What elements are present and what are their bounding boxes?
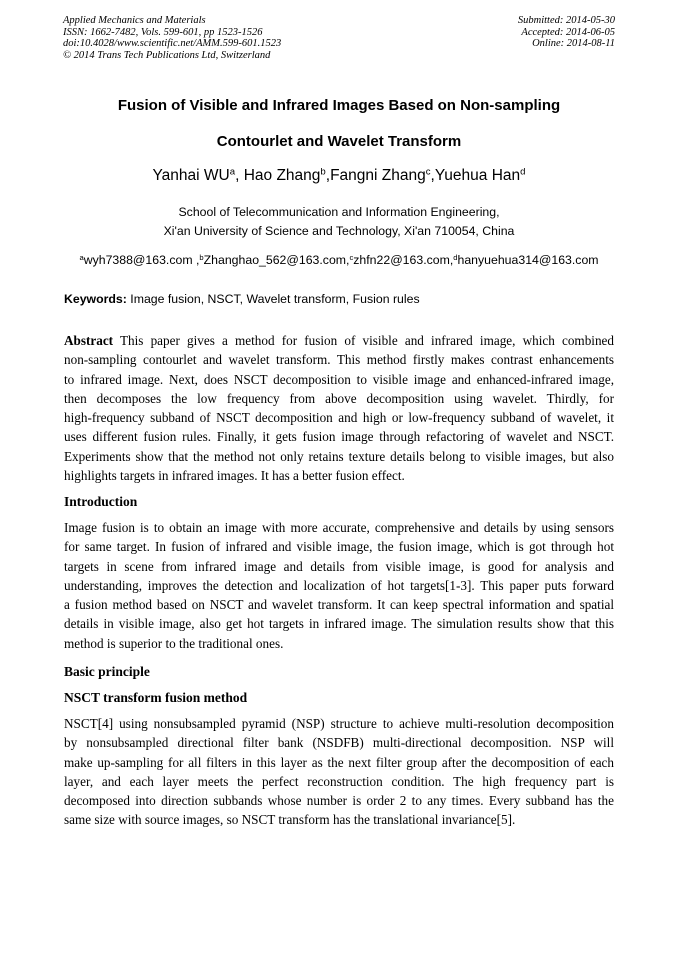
email-sup: b [199,252,204,262]
paragraph-line: non-sampling contourlet and wavelet transform. This method firstly makes contrast enhancements [64,352,614,368]
abstract-label: Abstract [64,333,114,348]
author-sup: a [229,166,236,178]
email-address[interactable]: wyh7388@163.com , [83,253,200,267]
paragraph-line: understanding, improves the detection and localization of hot targets[1-3]. This paper puts forward [64,577,614,593]
paragraph-line [64,331,614,350]
email-address[interactable]: zhfn22@163.com, [353,253,454,267]
nsct-paragraph [64,714,614,830]
paragraph-line: Image fusion is to obtain an image with more accurate, comprehensive and details by using sensors [64,520,614,535]
subsection-heading-nsct: NSCT transform fusion method [64,690,248,705]
paragraph-line: layer, and each layer meets the perfect reconstruction condition. The high frequency part is [64,773,614,789]
header-right [518,15,615,50]
paragraph-line: uses different fusion rules. Finally, it gets fusion image through refactoring of wavelet and NSCT. [64,429,614,445]
accepted-date: Accepted: 2014-06-05 [521,26,615,38]
title-line-2: Contourlet and Wavelet Transform [216,133,462,150]
abstract-paragraph [64,331,614,485]
paragraph-line: Experiments show that the method not only retains texture details belong to visible images, but also [64,448,614,464]
author-separator: , [325,167,331,184]
email-sup: a [79,252,84,262]
keywords [64,292,614,306]
affiliation [40,203,638,240]
author-list [40,167,638,185]
author-name: Fangni Zhang [330,167,426,184]
issn-line: ISSN: 1662-7482, Vols. 599-601, pp 1523-1526 [63,26,263,38]
author-separator: , [430,167,435,184]
paragraph-line: same size with source images, so NSCT transform has the translational invariance[5]. [64,812,516,828]
email-address[interactable]: hanyuehua314@163.com [457,253,599,267]
author-sup: c [425,166,431,178]
abstract-line-text: This paper gives a method for fusion of visible and infrared image, which combined [113,333,614,348]
paragraph-line: make up-sampling for all filters in this layer as the next filter group after the decomposition of each [64,754,614,770]
email-address[interactable]: Zhanghao_562@163.com, [203,253,350,267]
journal-name: Applied Mechanics and Materials [63,15,206,26]
keywords-text: Image fusion, NSCT, Wavelet transform, Fusion rules [126,292,420,306]
affiliation-line-2: Xi'an University of Science and Technology, Xi'an 710054, China [163,223,515,238]
email-list [40,253,638,267]
doi-line: doi:10.4028/www.scientific.net/AMM.599-601.1523 [63,38,282,50]
introduction-paragraph [64,518,614,653]
paragraph-line: NSCT[4] using nonsubsampled pyramid (NSP) structure to achieve multi-resolution decomposition [64,716,614,731]
paragraph-line: decomposed into direction subbands whose number is order 2 to any times. Every subband has the [64,793,614,809]
online-date: Online: 2014-08-11 [532,38,615,50]
section-heading-basic-principle: Basic principle [64,664,150,679]
paragraph-line: for same target. In fusion of infrared and visible image, the fusion image, which is got through hot [64,539,614,555]
paragraph-line: details in visible image, also get hot targets in infrared image. The simulation results show that this [64,616,614,632]
author-sup: d [520,166,526,178]
paragraph-line: highlights targets in infrared images. It has a better fusion effect. [64,468,405,484]
header-left [63,15,281,61]
section-heading-introduction: Introduction [64,494,138,509]
paragraph-line: targets in scene from infrared image and details from visible image, is good for analysis and [64,558,614,574]
email-sup: c [349,252,354,262]
paragraph-line: method is superior to the traditional ones. [64,635,284,651]
paper-title [40,88,638,160]
submitted-date: Submitted: 2014-05-30 [517,15,615,26]
keywords-label: Keywords: [64,292,127,306]
paragraph-line: by nonsubsampled directional filter bank (NSDFB) multi-directional decomposition. NSP will [64,735,614,751]
paragraph-line: a fusion method based on NSCT and wavelet transform. It can keep spectral information and spatial [64,597,614,613]
author-name: Hao Zhang [243,167,321,184]
title-line-1: Fusion of Visible and Infrared Images Based on Non-sampling [117,97,561,114]
author-name: Yanhai WU [152,167,230,184]
author-separator: , [235,167,244,184]
paragraph-line: then decomposes the low frequency from above decomposition using wavelet. Thirdly, for [64,390,614,406]
paragraph-line: high-frequency subband of NSCT decomposition and high or low-frequency subband of wavelet, it [64,410,614,426]
email-sup: d [453,252,458,262]
paragraph-line: to infrared image. Next, does NSCT decomposition to visible image and enhanced-infrared image, [64,371,614,387]
copyright-line: © 2014 Trans Tech Publications Ltd, Switzerland [63,49,271,61]
affiliation-line-1: School of Telecommunication and Information Engineering, [178,205,500,219]
author-name: Yuehua Han [434,167,521,184]
author-sup: b [320,166,326,178]
